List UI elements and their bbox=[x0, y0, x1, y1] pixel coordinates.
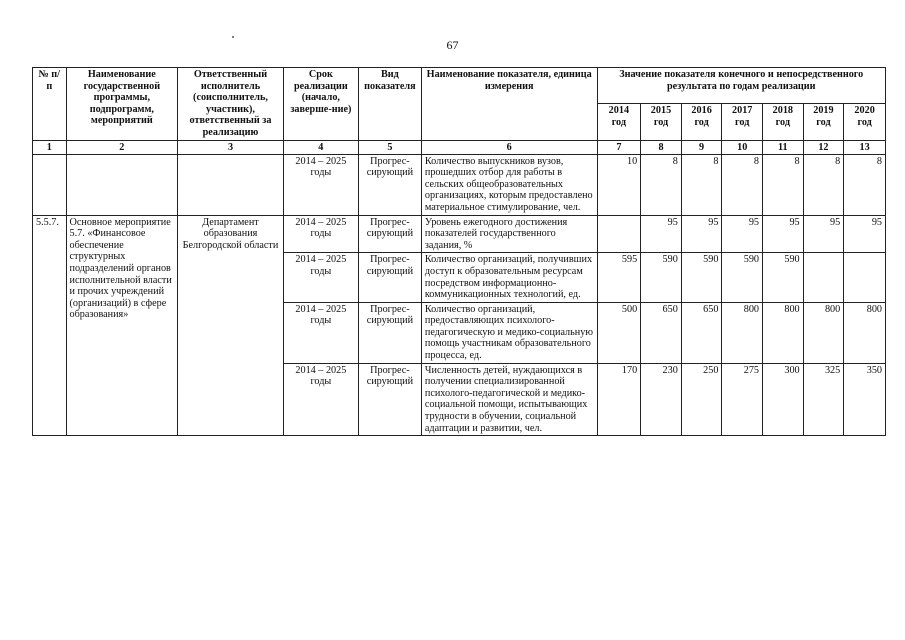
header-year: 2015 год bbox=[641, 104, 682, 140]
scan-speck bbox=[232, 36, 234, 38]
value-cell: 8 bbox=[844, 154, 886, 215]
value-cell: 250 bbox=[681, 363, 722, 436]
program-cell bbox=[66, 154, 178, 215]
value-cell: 8 bbox=[681, 154, 722, 215]
value-cell: 170 bbox=[597, 363, 641, 436]
value-cell: 8 bbox=[641, 154, 682, 215]
table-row bbox=[33, 154, 886, 215]
indicator-name-cell: Численность детей, нуждающихся в получении специализированной психолого-педагогической и медико-социальной помощи, испытывающих трудности в обучении, социальной адаптации и развитии, чел. bbox=[421, 363, 597, 436]
value-cell: 95 bbox=[803, 215, 844, 253]
column-number: 1 bbox=[33, 140, 67, 154]
header-indicator-name: Наименование показателя, единица измерения bbox=[421, 68, 597, 141]
value-cell: 595 bbox=[597, 253, 641, 302]
value-cell: 590 bbox=[763, 253, 804, 302]
value-cell: 95 bbox=[681, 215, 722, 253]
value-cell: 95 bbox=[844, 215, 886, 253]
value-cell: 95 bbox=[763, 215, 804, 253]
header-program-name: Наименование государственной программы, подпрограмм, мероприятий bbox=[66, 68, 178, 141]
value-cell: 590 bbox=[722, 253, 763, 302]
column-number: 4 bbox=[283, 140, 358, 154]
column-number: 10 bbox=[722, 140, 763, 154]
value-cell: 95 bbox=[641, 215, 682, 253]
period-cell: 2014 – 2025 годы bbox=[283, 363, 358, 436]
indicator-name-cell: Уровень ежегодного достижения показателей государственного задания, % bbox=[421, 215, 597, 253]
value-cell: 590 bbox=[681, 253, 722, 302]
column-number: 5 bbox=[358, 140, 421, 154]
period-cell: 2014 – 2025 годы bbox=[283, 302, 358, 363]
header-year: 2018 год bbox=[763, 104, 804, 140]
value-cell bbox=[844, 253, 886, 302]
column-number: 13 bbox=[844, 140, 886, 154]
value-cell: 800 bbox=[722, 302, 763, 363]
indicator-name-cell: Количество организаций, предоставляющих психолого-педагогическую и медико-социальную помощь участникам образовательного процесса, ед. bbox=[421, 302, 597, 363]
header-period: Срок реализации (начало, заверше-ние) bbox=[283, 68, 358, 141]
value-cell: 650 bbox=[641, 302, 682, 363]
indicator-type-cell: Прогрес-сирующий bbox=[358, 154, 421, 215]
value-cell: 275 bbox=[722, 363, 763, 436]
header-values: Значение показателя конечного и непосредственного результата по годам реализации bbox=[597, 68, 885, 104]
header-year: 2019 год bbox=[803, 104, 844, 140]
indicator-type-cell: Прогрес-сирующий bbox=[358, 215, 421, 253]
value-cell bbox=[597, 215, 641, 253]
indicators-table bbox=[32, 67, 886, 436]
value-cell: 800 bbox=[844, 302, 886, 363]
header-year: 2016 год bbox=[681, 104, 722, 140]
value-cell: 500 bbox=[597, 302, 641, 363]
value-cell: 10 bbox=[597, 154, 641, 215]
table-row bbox=[33, 215, 886, 253]
header-executor: Ответственный исполнитель (соисполнитель, участник), ответственный за реализацию bbox=[178, 68, 284, 141]
activity-executor-cell: Департамент образования Белгородской области bbox=[178, 215, 284, 436]
activity-number-cell: 5.5.7. bbox=[33, 215, 67, 436]
value-cell: 325 bbox=[803, 363, 844, 436]
column-number: 2 bbox=[66, 140, 178, 154]
period-cell: 2014 – 2025 годы bbox=[283, 154, 358, 215]
column-number: 7 bbox=[597, 140, 641, 154]
indicator-type-cell: Прогрес-сирующий bbox=[358, 253, 421, 302]
value-cell: 800 bbox=[763, 302, 804, 363]
activity-name-cell: Основное мероприятие 5.7. «Финансовое обеспечение структурных подразделений органов исполнительной власти и прочих учреждений (организаций) в сфере образования» bbox=[66, 215, 178, 436]
column-number: 9 bbox=[681, 140, 722, 154]
period-cell: 2014 – 2025 годы bbox=[283, 253, 358, 302]
page-number: 67 bbox=[446, 38, 459, 52]
value-cell: 300 bbox=[763, 363, 804, 436]
value-cell: 590 bbox=[641, 253, 682, 302]
value-cell: 230 bbox=[641, 363, 682, 436]
indicator-type-cell: Прогрес-сирующий bbox=[358, 363, 421, 436]
column-number: 12 bbox=[803, 140, 844, 154]
header-number: № п/п bbox=[33, 68, 67, 141]
header-year: 2020 год bbox=[844, 104, 886, 140]
value-cell bbox=[803, 253, 844, 302]
executor-cell bbox=[178, 154, 284, 215]
header-indicator-type: Вид показателя bbox=[358, 68, 421, 141]
indicator-type-cell: Прогрес-сирующий bbox=[358, 302, 421, 363]
value-cell: 800 bbox=[803, 302, 844, 363]
header-year: 2014 год bbox=[597, 104, 641, 140]
value-cell: 350 bbox=[844, 363, 886, 436]
indicator-name-cell: Количество организаций, получивших доступ к образовательным ресурсам посредством информационно-коммуникационных технологий, ед. bbox=[421, 253, 597, 302]
column-number: 11 bbox=[763, 140, 804, 154]
value-cell: 8 bbox=[763, 154, 804, 215]
indicator-name-cell: Количество выпускников вузов, прошедших отбор для работы в сельских общеобразовательных организациях, которым предоставлено материальное стимулирование, чел. bbox=[421, 154, 597, 215]
column-number: 6 bbox=[421, 140, 597, 154]
value-cell: 650 bbox=[681, 302, 722, 363]
value-cell: 8 bbox=[803, 154, 844, 215]
header-row bbox=[33, 68, 886, 104]
number-cell bbox=[33, 154, 67, 215]
period-cell: 2014 – 2025 годы bbox=[283, 215, 358, 253]
value-cell: 95 bbox=[722, 215, 763, 253]
column-number: 3 bbox=[178, 140, 284, 154]
column-numbers-row bbox=[33, 140, 886, 154]
column-number: 8 bbox=[641, 140, 682, 154]
value-cell: 8 bbox=[722, 154, 763, 215]
header-year: 2017 год bbox=[722, 104, 763, 140]
